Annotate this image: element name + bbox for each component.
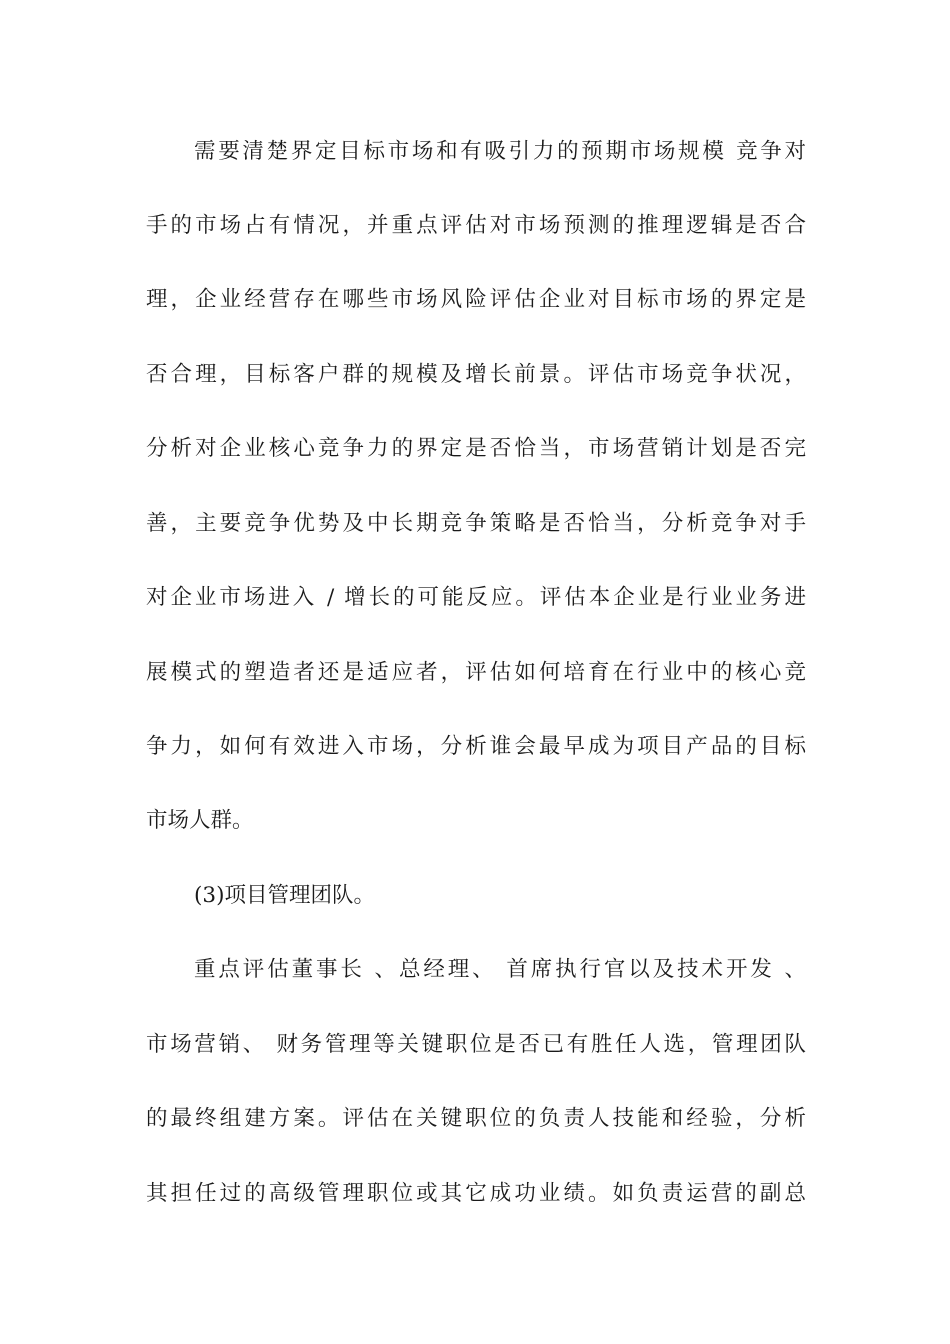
- paragraph-line: 理，企业经营存在哪些市场风险评估企业对目标市场的界定是: [146, 287, 806, 312]
- paragraph-line: 否合理，目标客户群的规模及增长前景。评估市场竞争状况，: [146, 362, 806, 387]
- paragraph-line: 市场人群。: [146, 808, 254, 833]
- paragraph-line: 需要清楚界定目标市场和有吸引力的预期市场规模 竞争对: [194, 139, 806, 164]
- paragraph-line: 对企业市场进入 / 增长的可能反应。评估本企业是行业业务进: [146, 585, 806, 610]
- paragraph-line: 争力，如何有效进入市场，分析谁会最早成为项目产品的目标: [146, 734, 806, 759]
- paragraph-line: 的最终组建方案。评估在关键职位的负责人技能和经验，分析: [146, 1106, 806, 1131]
- paragraph-line: 手的市场占有情况，并重点评估对市场预测的推理逻辑是否合: [146, 213, 806, 238]
- paragraph-line: 分析对企业核心竞争力的界定是否恰当，市场营销计划是否完: [146, 436, 806, 461]
- section-heading: (3)项目管理团队。: [194, 883, 375, 908]
- paragraph-line: 展模式的塑造者还是适应者，评估如何培育在行业中的核心竞: [146, 660, 806, 685]
- paragraph-line: 市场营销、 财务管理等关键职位是否已有胜任人选，管理团队: [146, 1032, 806, 1057]
- paragraph-line: 其担任过的高级管理职位或其它成功业绩。如负责运营的副总: [146, 1181, 806, 1206]
- paragraph-line: 善，主要竞争优势及中长期竞争策略是否恰当，分析竞争对手: [146, 511, 806, 536]
- paragraph-line: 重点评估董事长 、总经理、 首席执行官以及技术开发 、: [194, 957, 806, 982]
